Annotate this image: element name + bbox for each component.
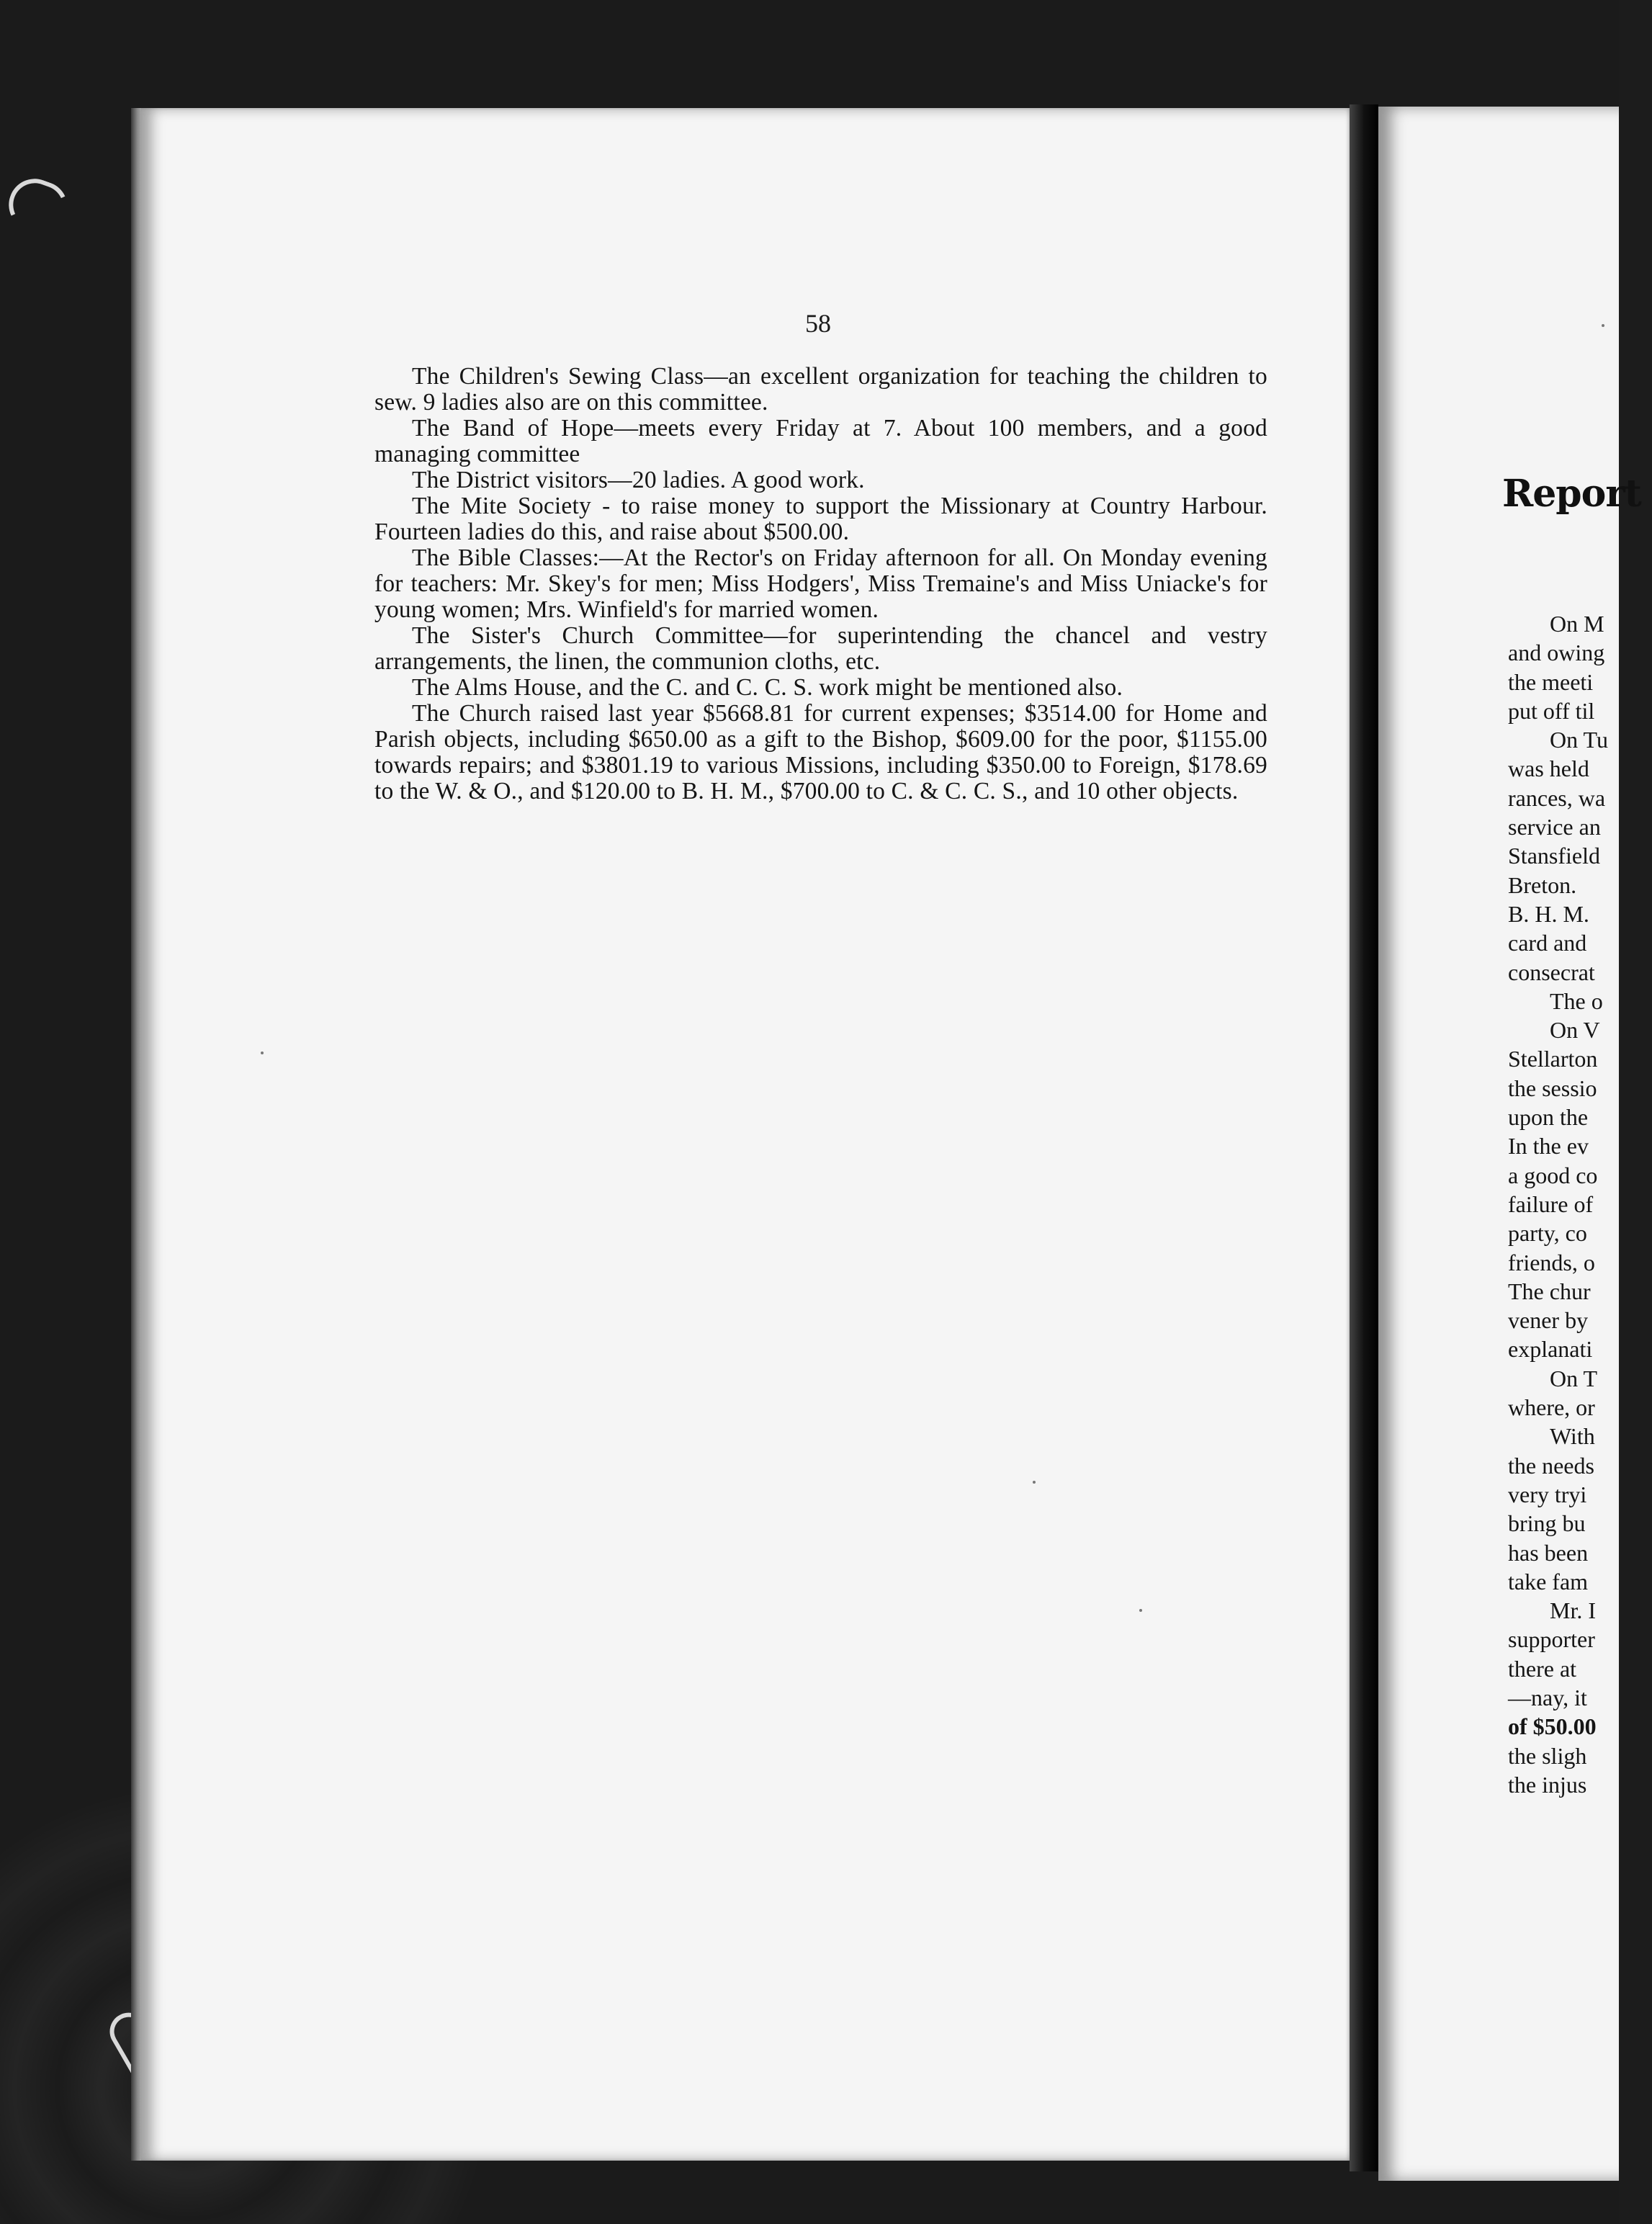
right-line: and owing — [1508, 640, 1605, 666]
paragraph-mite-society: The Mite Society - to raise money to support the Missionary at Country Harbour. Fourteen ladies do this, and raise about $500.00. — [374, 493, 1267, 545]
right-line: —nay, it — [1508, 1684, 1587, 1710]
right-line: On M — [1550, 611, 1604, 637]
right-line: On Tu — [1550, 727, 1608, 753]
right-line: vener by — [1508, 1307, 1589, 1334]
right-line: Stansfield — [1508, 843, 1600, 869]
right-line: the meeti — [1508, 668, 1594, 695]
right-line: supporter — [1508, 1626, 1595, 1653]
right-line: take fam — [1508, 1568, 1589, 1595]
right-line: the sessio — [1508, 1075, 1597, 1101]
right-line: explanati — [1508, 1336, 1593, 1363]
right-line: With — [1550, 1423, 1595, 1450]
right-line: has been — [1508, 1539, 1589, 1566]
book-gutter — [1350, 104, 1378, 2171]
right-line: consecrat — [1508, 959, 1595, 985]
right-line: Mr. I — [1550, 1597, 1596, 1624]
right-line: failure of — [1508, 1191, 1594, 1217]
right-line: service an — [1508, 814, 1601, 840]
right-line: friends, o — [1508, 1249, 1595, 1275]
paragraph-band-of-hope: The Band of Hope—meets every Friday at 7. About 100 members, and a good managing committee — [374, 415, 1267, 467]
right-line: bring bu — [1508, 1510, 1586, 1537]
right-line: Stellarton — [1508, 1046, 1598, 1072]
right-page-heading: Report — [1502, 472, 1641, 516]
right-line: Breton. — [1508, 871, 1577, 898]
paragraph-sewing-class: The Children's Sewing Class—an excellent organization for teaching the children to sew. 9 ladies also are on this committee. — [374, 363, 1267, 416]
paragraph-district-visitors: The District visitors—20 ladies. A good work. — [412, 467, 865, 493]
paragraph-bible-classes: The Bible Classes:—At the Rector's on Friday afternoon for all. On Monday evening for teachers: Mr. Skey's for men; Miss Hodgers', Miss Tremaine's and Miss Uniacke's for young women; Mrs. Winfield's for married women. — [374, 544, 1267, 623]
right-line: the injus — [1508, 1771, 1587, 1798]
right-line: On T — [1550, 1365, 1598, 1391]
right-line: a good co — [1508, 1162, 1598, 1188]
right-line: On V — [1550, 1017, 1600, 1044]
right-line: was held — [1508, 755, 1589, 782]
right-line: the needs — [1508, 1452, 1594, 1479]
right-line: where, or — [1508, 1394, 1595, 1421]
paragraph-sisters-committee: The Sister's Church Committee—for superintending the chancel and vestry arrangements, the linen, the communion cloths, etc. — [374, 622, 1267, 675]
right-line: there at — [1508, 1655, 1577, 1682]
right-page-text — [1508, 609, 1652, 1799]
right-line: rances, wa — [1508, 784, 1606, 811]
right-line: upon the — [1508, 1104, 1589, 1131]
right-line: party, co — [1508, 1220, 1587, 1247]
paragraph-alms-house: The Alms House, and the C. and C. C. S. work might be mentioned also. — [412, 674, 1123, 701]
right-line: put off til — [1508, 697, 1595, 724]
right-line: In the ev — [1508, 1133, 1589, 1160]
paragraph-church-finances: The Church raised last year $5668.81 for current expenses; $3514.00 for Home and Parish objects, including $650.00 as a gift to the Bishop, $609.00 for the poor, $1155.00 towards repairs; and $3801.19 to various Missions, including $350.00 to Foreign, $178.69 to the W. & O., and $120.00 to B. H. M., $700.00 to C. & C. C. S., and 10 other objects. — [374, 700, 1267, 804]
right-line: very tryi — [1508, 1481, 1587, 1507]
right-line: of $50.00 — [1508, 1713, 1597, 1740]
page-number: 58 — [805, 309, 831, 338]
right-line: card and — [1508, 930, 1587, 956]
right-line: The chur — [1508, 1278, 1591, 1304]
right-line: B. H. M. — [1508, 900, 1589, 927]
left-page-text — [374, 364, 1267, 804]
right-line: the sligh — [1508, 1742, 1587, 1769]
right-line: The o — [1550, 987, 1603, 1014]
